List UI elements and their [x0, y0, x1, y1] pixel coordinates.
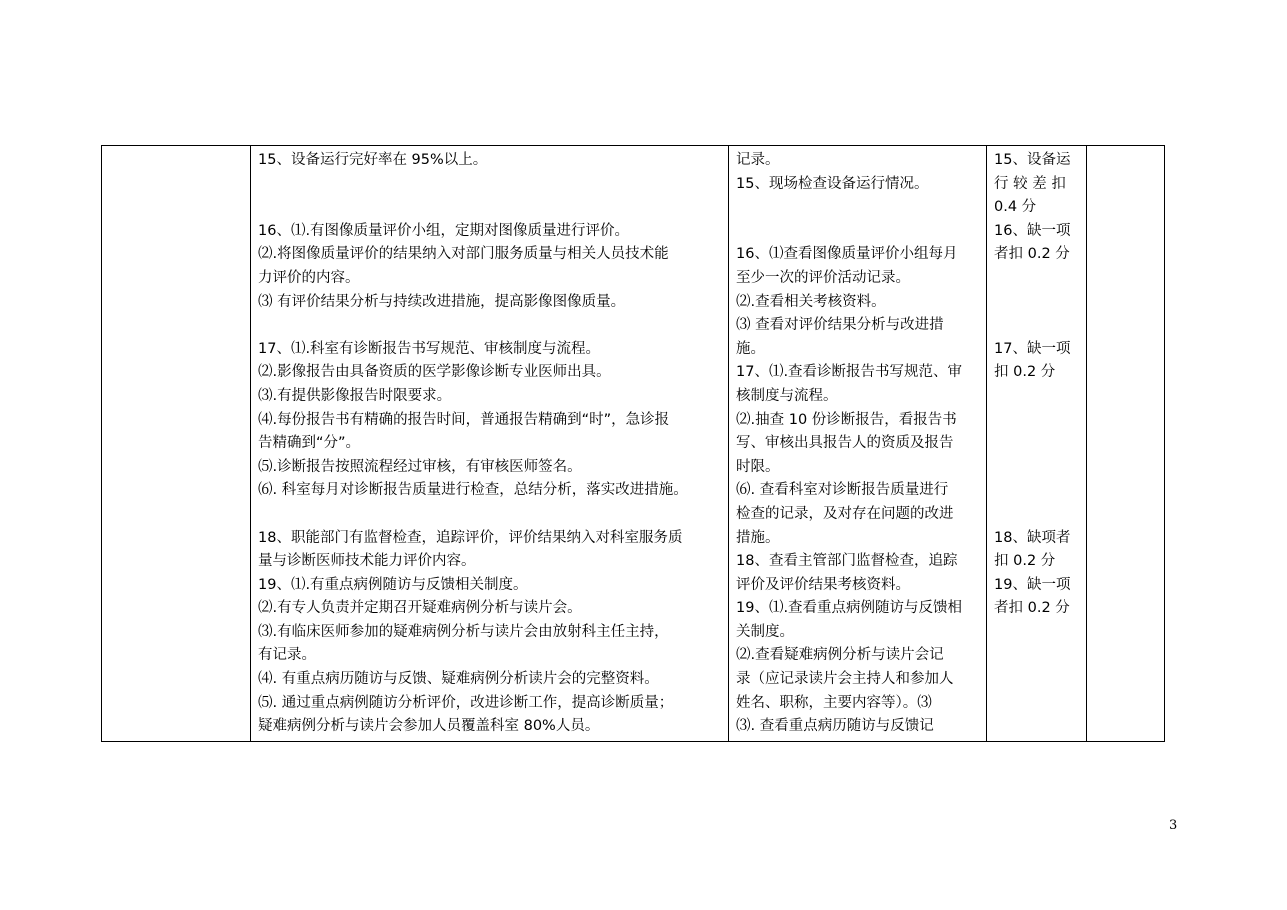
col3-line: 时限。 [736, 458, 780, 475]
col2-line [258, 314, 721, 338]
col2-line: 力评价的内容。 [258, 269, 360, 286]
col4-line: 扣 0.2 分 [994, 364, 1056, 381]
col2-line: 18、职能部门有监督检查，追踪评价，评价结果纳入对科室服务质 [258, 529, 683, 546]
col2-line: 17、⑴.科室有诊断报告书写规范、审核制度与流程。 [258, 340, 601, 357]
col2-line: 量与诊断医师技术能力评价内容。 [258, 553, 476, 570]
col3-line: ⑵.查看相关考核资料。 [736, 293, 886, 310]
col2-line: 告精确到“分”。 [258, 435, 361, 452]
col2-line: ⑹. 科室每月对诊断报告质量进行检查，总结分析，落实改进措施。 [258, 482, 688, 499]
col4-line [994, 385, 1079, 409]
inspection-method-cell [729, 146, 987, 742]
col2-line: 16、⑴.有图像质量评价小组，定期对图像质量进行评价。 [258, 222, 630, 239]
col3-line: 17、⑴.查看诊断报告书写规范、审 [736, 364, 963, 381]
table-row [102, 146, 1165, 742]
col2-line: 疑难病例分析与读片会参加人员覆盖科室 80%人员。 [258, 718, 600, 735]
col4-line: 19、缺一项 [994, 576, 1071, 593]
col3-line: 18、查看主管部门监督检查，追踪 [736, 553, 958, 570]
standards-table [101, 145, 1165, 742]
col3-line: 录（应记录读片会主持人和参加人 [736, 671, 954, 688]
col4-line: 0.4 分 [994, 199, 1037, 216]
col4-line [994, 267, 1079, 291]
col4-line: 17、缺一项 [994, 340, 1071, 357]
col4-line [994, 456, 1079, 480]
col3-line: 15、现场检查设备运行情况。 [736, 175, 929, 192]
col2-line: ⑸. 通过重点病例随访分析评价，改进诊断工作，提高诊断质量； [258, 694, 674, 711]
col4-line [994, 314, 1079, 338]
col3-line: 16、⑴查看图像质量评价小组每月 [736, 246, 958, 263]
col4-line [994, 479, 1079, 503]
col2-line [258, 173, 721, 197]
scoring-cell [987, 146, 1087, 742]
col4-line: 者扣 0.2 分 [994, 600, 1070, 617]
col3-line: 写、审核出具报告人的资质及报告 [736, 435, 954, 452]
col4-line: 者扣 0.2 分 [994, 246, 1070, 263]
col4-line: 扣 0.2 分 [994, 553, 1056, 570]
col3-line: 检查的记录，及对存在问题的改进 [736, 505, 954, 522]
col3-line: ⑶. 查看重点病历随访与反馈记 [736, 718, 934, 735]
col4-line [994, 409, 1079, 433]
col4-line [994, 432, 1079, 456]
category-cell [102, 146, 251, 742]
col4-line: 16、缺一项 [994, 222, 1071, 239]
col3-line [736, 196, 979, 220]
col2-line: 15、设备运行完好率在 95%以上。 [258, 152, 488, 168]
col4-line [994, 291, 1079, 315]
col3-line: 措施。 [736, 529, 780, 546]
col2-line [258, 503, 721, 527]
col2-line: ⑵.有专人负责并定期召开疑难病例分析与读片会。 [258, 600, 582, 617]
col3-line: ⑶ 查看对评价结果分析与改进措 [736, 317, 944, 334]
col2-line: ⑵.将图像质量评价的结果纳入对部门服务质量与相关人员技术能 [258, 246, 669, 263]
col2-line: ⑸.诊断报告按照流程经过审核，有审核医师签名。 [258, 458, 582, 475]
col3-line: 姓名、职称，主要内容等）。⑶ [736, 694, 932, 711]
col2-line: ⑵.影像报告由具备资质的医学影像诊断专业医师出具。 [258, 364, 611, 381]
col3-line: 施。 [736, 340, 765, 357]
col3-line: ⑹. 查看科室对诊断报告质量进行 [736, 482, 949, 499]
col3-line: ⑵.抽查 10 份诊断报告，看报告书 [736, 411, 957, 428]
col3-line: 核制度与流程。 [736, 387, 838, 404]
col3-line [736, 220, 979, 244]
col4-line: 18、缺项者 [994, 529, 1071, 546]
col2-line: ⑷.每份报告书有精确的报告时间，普通报告精确到“时”，急诊报 [258, 411, 670, 428]
remarks-cell [1087, 146, 1165, 742]
col3-line: 至少一次的评价活动记录。 [736, 269, 910, 286]
col2-line: 有记录。 [258, 647, 316, 664]
col4-line: 行 较 差 扣 [994, 175, 1066, 192]
col4-line [994, 503, 1079, 527]
col2-line: 19、⑴.有重点病例随访与反馈相关制度。 [258, 576, 528, 593]
requirements-cell [251, 146, 729, 742]
col2-line [258, 196, 721, 220]
col3-line: 评价及评价结果考核资料。 [736, 576, 910, 593]
col2-line: ⑶.有提供影像报告时限要求。 [258, 387, 452, 404]
col2-line: ⑶ 有评价结果分析与持续改进措施，提高影像图像质量。 [258, 293, 626, 310]
col2-line: ⑷. 有重点病历随访与反馈、疑难病例分析读片会的完整资料。 [258, 671, 659, 688]
col3-line: 记录。 [736, 152, 780, 168]
col3-line: 19、⑴.查看重点病例随访与反馈相 [736, 600, 963, 617]
col4-line: 15、设备运 [994, 152, 1071, 168]
col3-line: ⑵.查看疑难病例分析与读片会记 [736, 647, 944, 664]
page-number: 3 [1169, 818, 1178, 833]
col3-line: 关制度。 [736, 623, 794, 640]
col2-line: ⑶.有临床医师参加的疑难病例分析与读片会由放射科主任主持， [258, 623, 669, 640]
